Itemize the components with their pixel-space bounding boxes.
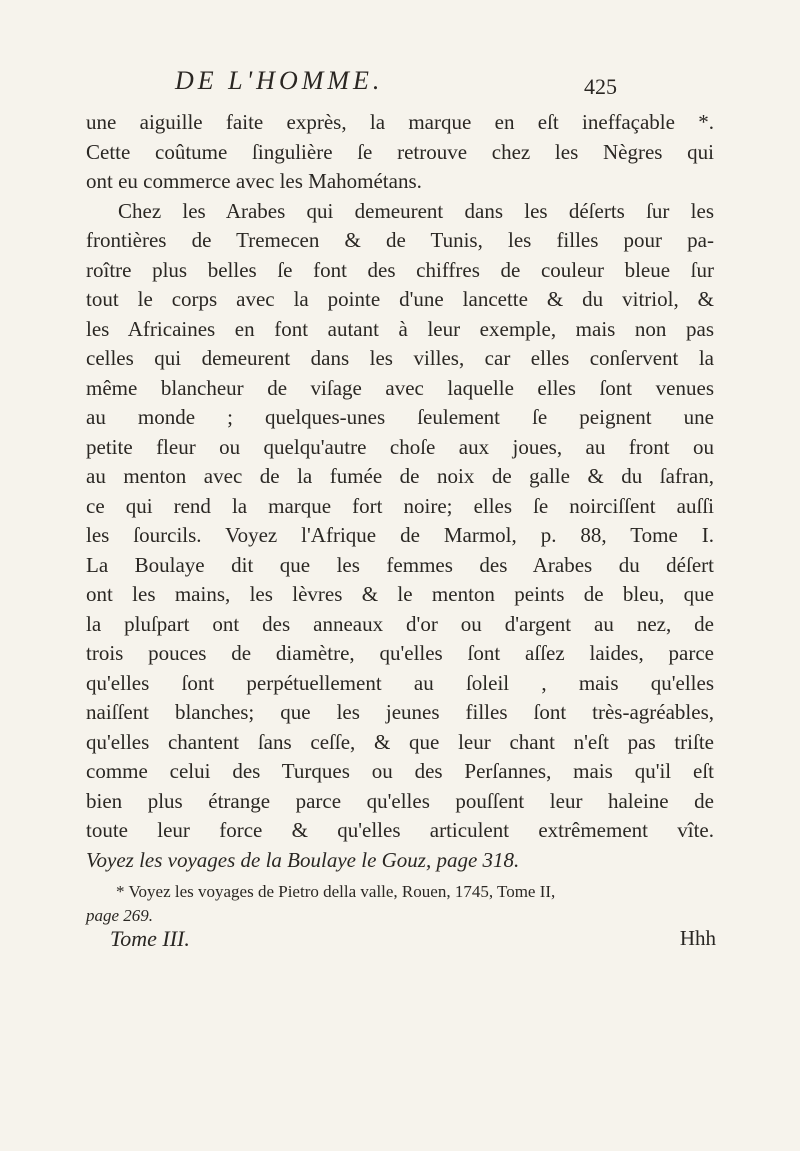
- footnote-line: page 269.: [86, 906, 154, 925]
- text-line: frontières de Tremecen & de Tunis, les filles pour pa-: [86, 228, 714, 252]
- text-line: ont eu commerce avec les Mahométans.: [86, 169, 422, 193]
- text-line: la pluſpart ont des anneaux d'or ou d'argent au nez, de: [86, 611, 714, 636]
- text-line: ce qui rend la marque fort noire; elles ſe noirciſſent auſſi: [86, 493, 714, 518]
- text-line: les ſourcils. Voyez l'Afrique de Marmol, p. 88, Tome I.: [86, 523, 714, 547]
- text-line: comme celui des Turques ou des Perſannes, mais qu'il eſt: [86, 759, 714, 783]
- text-line: celles qui demeurent dans les villes, car elles conſervent la: [86, 346, 714, 370]
- footnote-line: * Voyez les voyages de Pietro della valle, Rouen, 1745, Tome II,: [116, 882, 556, 901]
- running-title: DE L'HOMME.: [175, 66, 384, 95]
- text-line: tout le corps avec la pointe d'une lancette & du vitriol, &: [86, 287, 714, 311]
- signature-mark: Hhh: [679, 926, 716, 950]
- text-line: Chez les Arabes qui demeurent dans les déſerts ſur les: [118, 198, 714, 223]
- text-line: au menton avec de la fumée de noix de galle & du ſafran,: [86, 464, 714, 488]
- text-line: Voyez les voyages de la Boulaye le Gouz, page 318.: [86, 847, 520, 872]
- volume-label: Tome III.: [110, 926, 190, 951]
- text-line: naiſſent blanches; que les jeunes filles ſont très-agréables,: [86, 700, 714, 724]
- text-line: toute leur force & qu'elles articulent extrêmement vîte.: [86, 818, 714, 842]
- body-text: [86, 108, 714, 875]
- text-line: même blancheur de viſage avec laquelle elles ſont venues: [86, 375, 714, 400]
- page-number: 425: [584, 74, 617, 99]
- text-line: bien plus étrange parce qu'elles pouſſent leur haleine de: [86, 788, 714, 813]
- text-line: petite fleur ou quelqu'autre choſe aux joues, au front ou: [86, 434, 714, 459]
- text-line: qu'elles ſont perpétuellement au ſoleil , mais qu'elles: [86, 670, 714, 695]
- text-line: les Africaines en font autant à leur exemple, mais non pas: [86, 316, 714, 341]
- text-line: ont les mains, les lèvres & le menton peints de bleu, que: [86, 582, 714, 606]
- text-line: au monde ; quelques-unes ſeulement ſe peignent une: [86, 405, 714, 429]
- footnote: [86, 880, 714, 928]
- text-line: Cette coûtume ſingulière ſe retrouve chez les Nègres qui: [86, 139, 714, 164]
- text-line: La Boulaye dit que les femmes des Arabes du déſert: [86, 552, 714, 577]
- text-line: trois pouces de diamètre, qu'elles ſont aſſez laides, parce: [86, 641, 714, 665]
- text-line: qu'elles chantent ſans ceſſe, & que leur chant n'eſt pas triſte: [86, 729, 714, 754]
- text-line: roître plus belles ſe font des chiffres de couleur bleue ſur: [86, 257, 714, 282]
- text-line: une aiguille faite exprès, la marque en eſt ineffaçable *.: [86, 110, 714, 134]
